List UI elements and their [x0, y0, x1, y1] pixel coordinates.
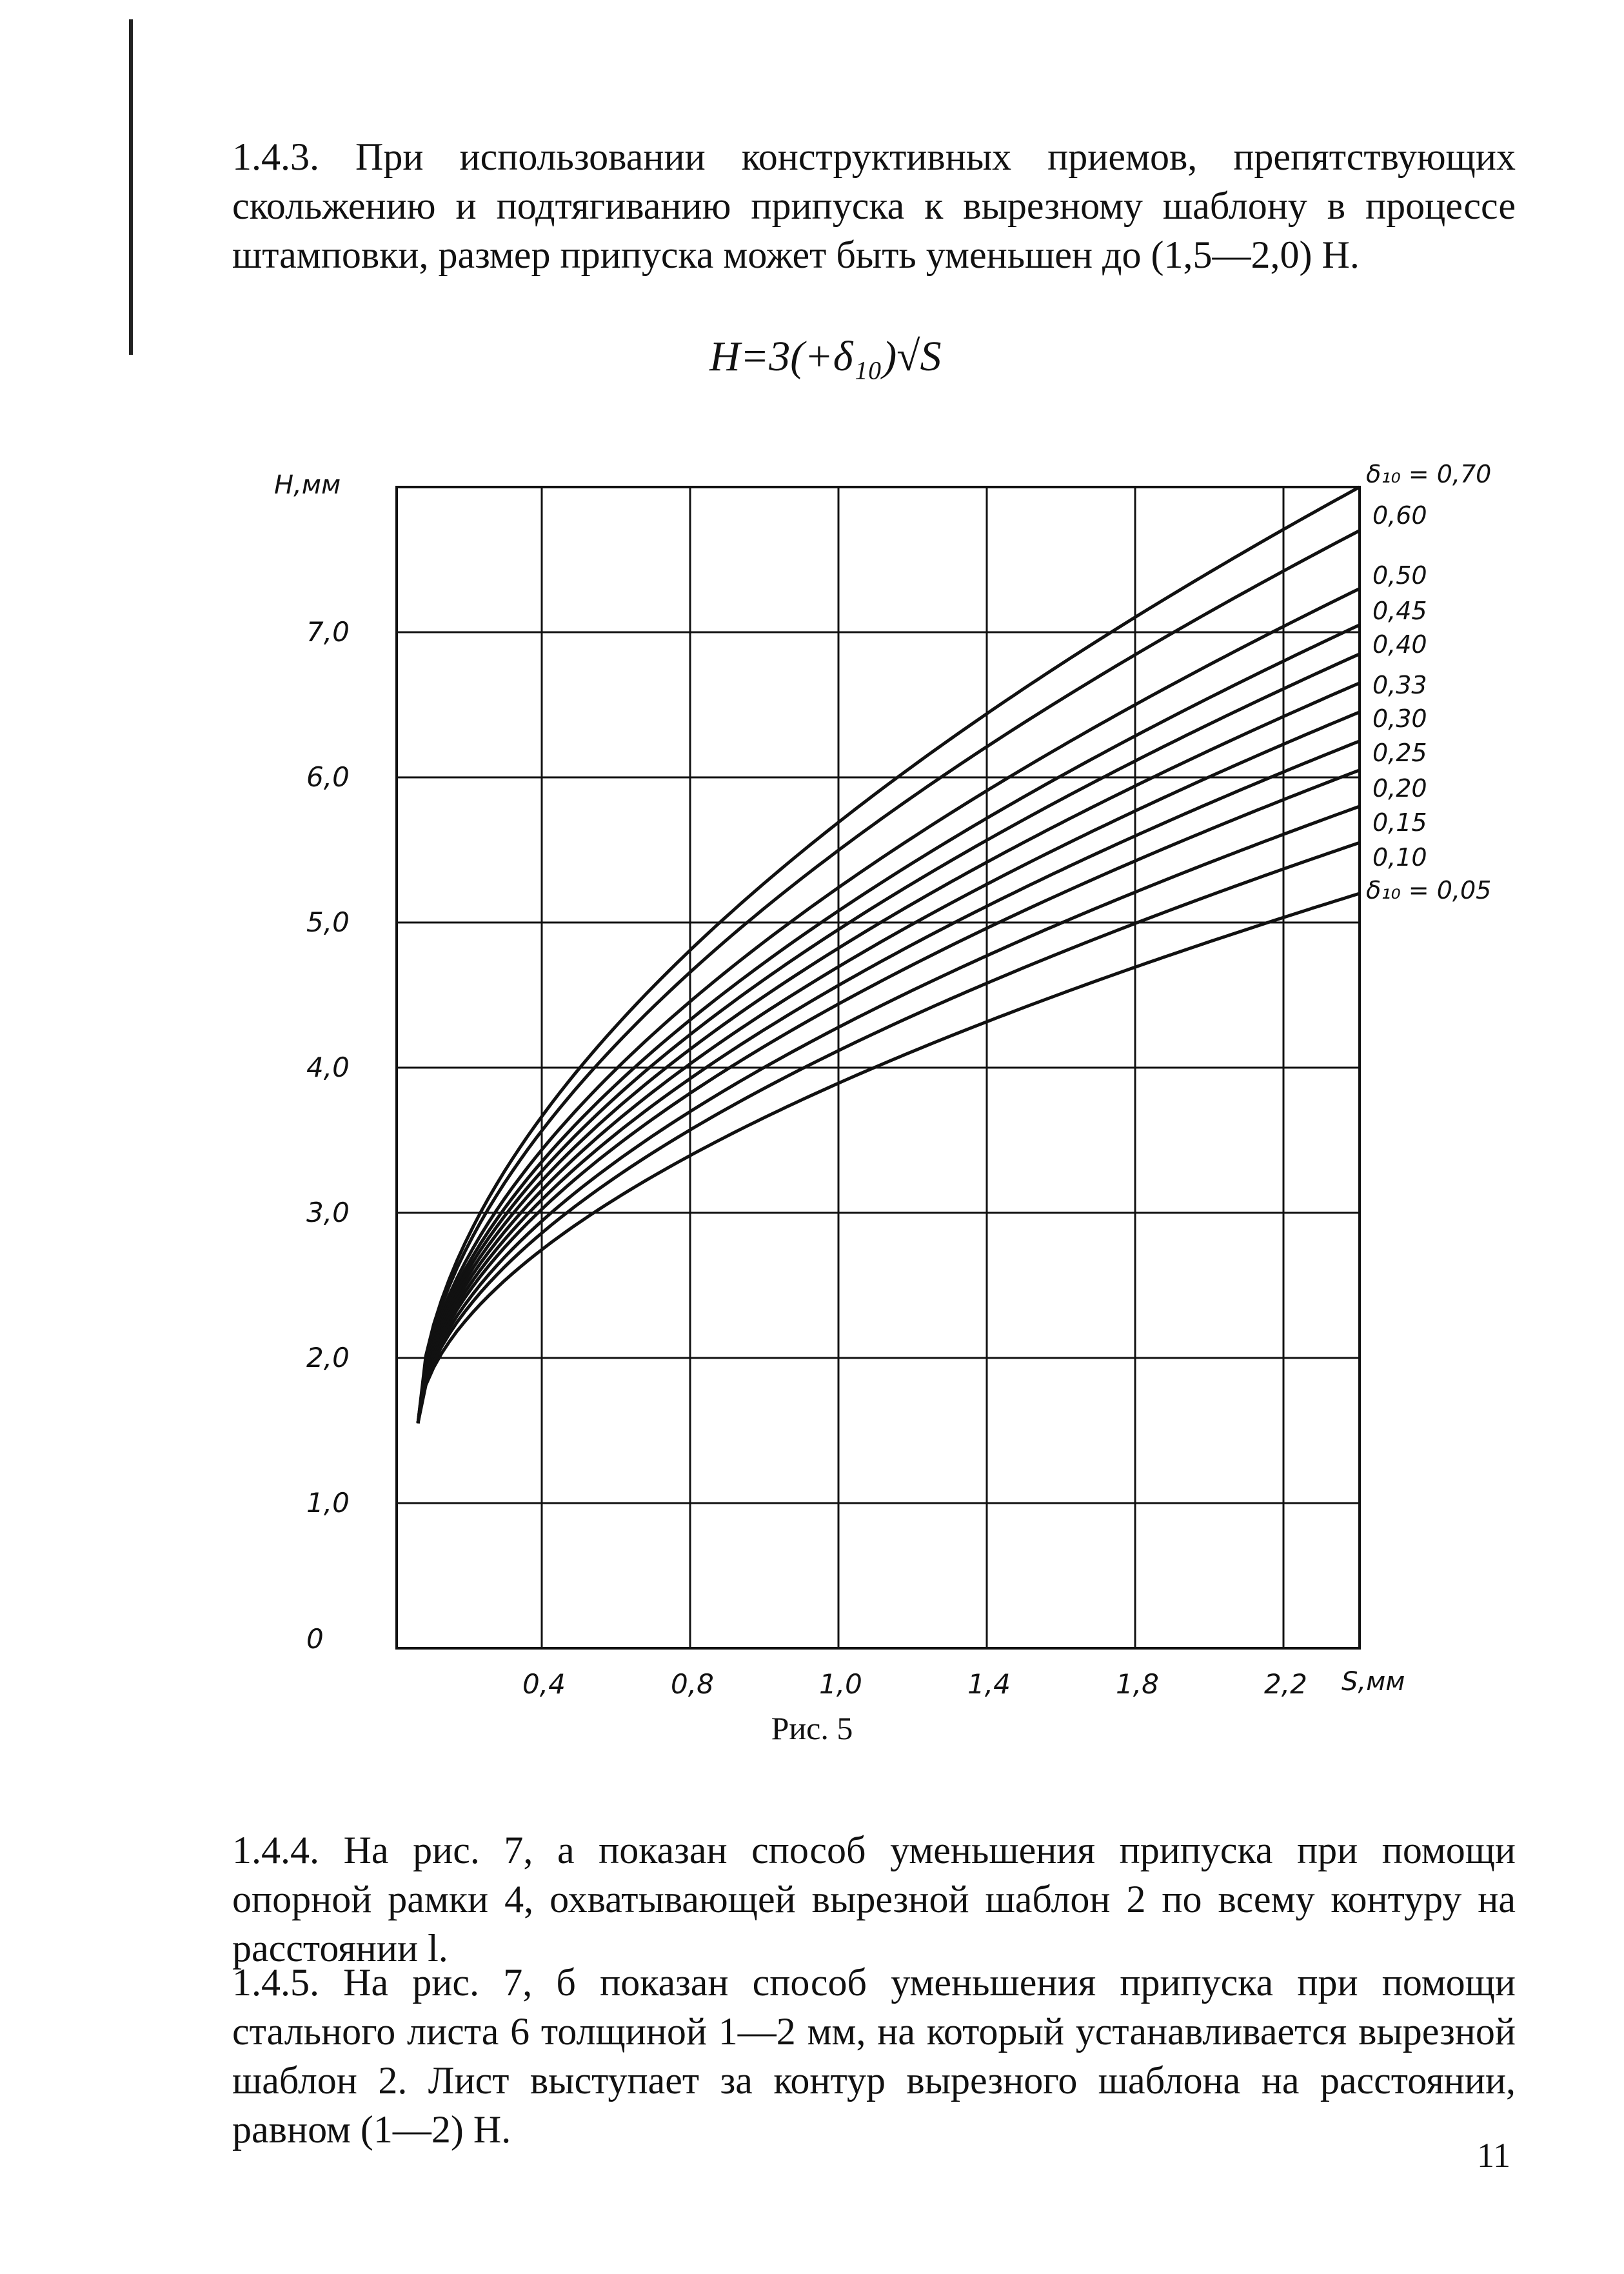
x-tick-label: 1,4 [967, 1668, 1011, 1700]
paragraph-1-4-5: 1.4.5. На рис. 7, б показан способ уменьшения припуска при помощи стального листа 6 толщиной 1—2 мм, на который устанавливается вырезной шаблон 2. Лист выступает за контур вырезного шаблона на расстоянии, равном (1—2) H. [232, 1961, 1516, 2151]
series-label: 0,60 [1372, 501, 1427, 530]
paragraph-1-4-4: 1.4.4. На рис. 7, а показан способ уменьшения припуска при помощи опорной рамки 4, охватывающей вырезной шаблон 2 по всему контуру на расстоянии l. [232, 1829, 1516, 1970]
series-label: 0,30 [1372, 704, 1427, 733]
x-axis-label: S,мм [1342, 1667, 1405, 1697]
series-curve [418, 893, 1360, 1423]
y-tick-label: 7,0 [306, 616, 350, 648]
y-tick-label: 4,0 [306, 1052, 350, 1083]
series-label: 0,33 [1372, 671, 1427, 699]
series-curve [418, 487, 1360, 1423]
paragraph-1-4-3: 1.4.3. При использовании конструктивных приемов, препятствующих скольжению и подтягиванию припуска к вырезному шаблону в процессе штамповки, размер припуска может быть уменьшен до (1,5—2,0) H. [232, 135, 1516, 276]
figure-caption: Рис. 5 [771, 1710, 853, 1746]
y-tick-label: 6,0 [306, 761, 350, 793]
chart-series-labels [1366, 460, 1491, 904]
y-tick-label: 1,0 [306, 1487, 350, 1519]
series-label: 0,50 [1372, 561, 1427, 590]
x-tick-label: 0,8 [671, 1668, 714, 1700]
series-label: 0,45 [1372, 597, 1427, 625]
series-label: 0,10 [1372, 843, 1427, 872]
chart-tick-labels [306, 616, 1307, 1700]
series-curve [418, 683, 1360, 1424]
y-axis-label: H,мм [274, 470, 341, 500]
series-label: 0,40 [1372, 630, 1427, 659]
series-curve [418, 770, 1360, 1424]
y-tick-label: 3,0 [306, 1197, 350, 1228]
series-label: δ₁₀ = 0,05 [1366, 876, 1492, 904]
y-tick-label: 5,0 [306, 906, 350, 938]
x-tick-label: 1,8 [1116, 1668, 1159, 1700]
y-tick-label: 2,0 [306, 1342, 350, 1373]
series-curve [418, 654, 1360, 1424]
y-tick-label: 0 [306, 1623, 324, 1655]
series-curve [418, 741, 1360, 1424]
formula: H=3(+δ₁₀)√S [709, 333, 942, 380]
series-label: 0,20 [1372, 774, 1427, 803]
series-label: 0,25 [1372, 739, 1427, 767]
x-tick-label: 0,4 [522, 1668, 566, 1700]
series-curve [418, 589, 1360, 1424]
page-number: 11 [1477, 2136, 1510, 2175]
series-label: δ₁₀ = 0,70 [1366, 460, 1492, 488]
x-tick-label: 2,2 [1264, 1668, 1307, 1700]
series-curve [418, 843, 1360, 1423]
chart-curves [418, 487, 1360, 1423]
x-tick-label: 1,0 [819, 1668, 862, 1700]
series-label: 0,15 [1372, 808, 1427, 837]
